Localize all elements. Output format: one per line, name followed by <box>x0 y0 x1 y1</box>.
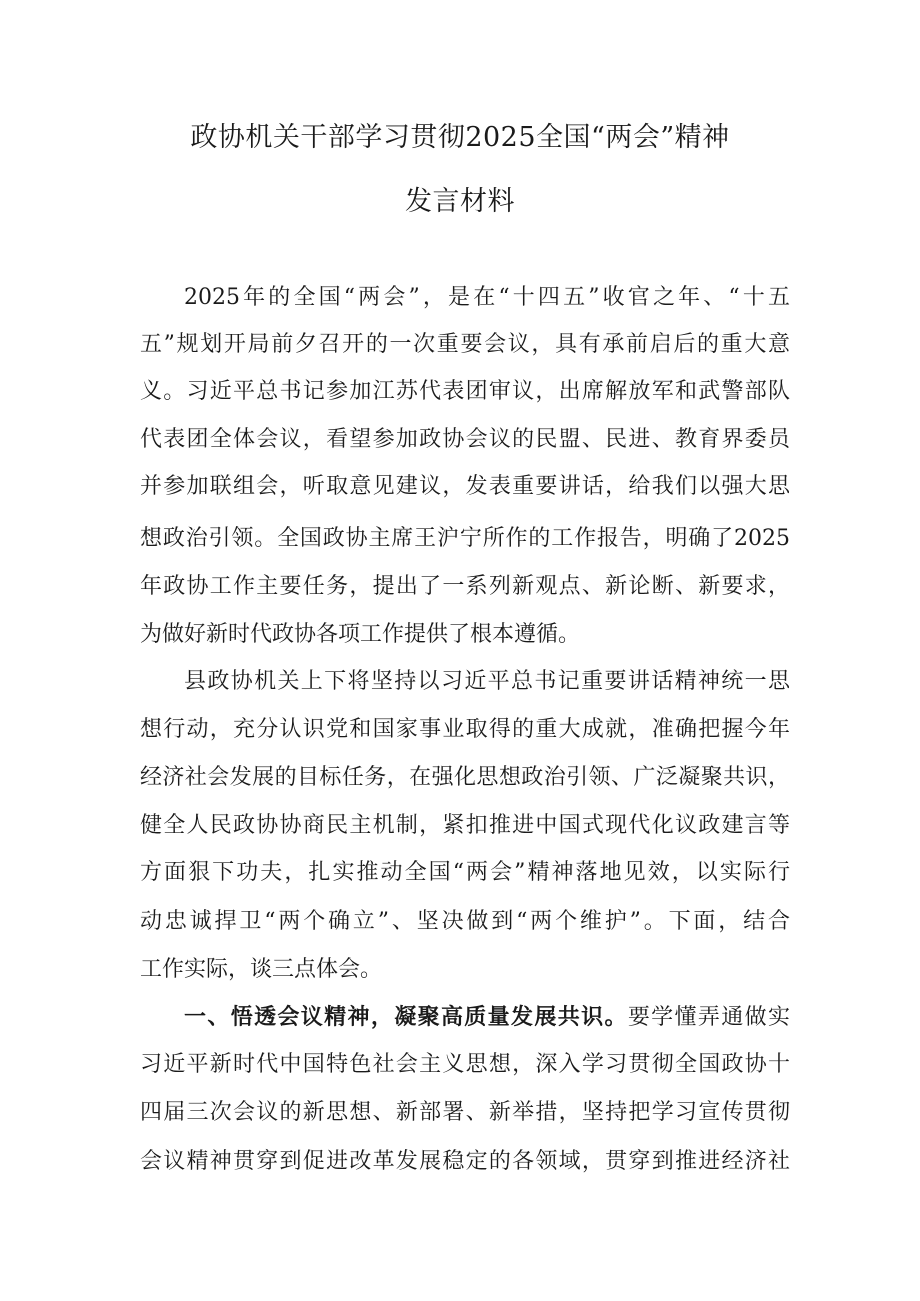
paragraph-line: 经济社会发展的目标任务，在强化思想政治引领、广泛凝聚共识， <box>140 765 790 790</box>
paragraph-line: 工作实际，谈三点体会。 <box>140 957 383 982</box>
paragraph-line: 年政协工作主要任务，提出了一系列新观点、新论断、新要求， <box>140 574 790 599</box>
paragraph-line: 县政协机关上下将坚持以习近平总书记重要讲话精神统一思 <box>184 669 790 694</box>
document-subtitle: 发言材料 <box>405 186 515 217</box>
section-heading-rest: 要学懂弄通做实 <box>627 1005 790 1030</box>
paragraph-line: 会议精神贯穿到促进改革发展稳定的各领域，贯穿到推进经济社 <box>140 1149 790 1174</box>
paragraph-line: 2025年的全国“两会”，是在“十四五”收官之年、“十五 <box>184 285 790 310</box>
paragraph-line: 四届三次会议的新思想、新部署、新举措，坚持把学习宣传贯彻 <box>140 1100 790 1125</box>
section-heading-line <box>184 1000 790 1031</box>
paragraph-line: 健全人民政协协商民主机制，紧扣推进中国式现代化议政建言等 <box>140 813 790 838</box>
document-title: 政协机关干部学习贯彻2025全国“两会”精神 <box>190 122 730 153</box>
paragraph-line: 习近平新时代中国特色社会主义思想，深入学习贯彻全国政协十 <box>140 1052 790 1077</box>
paragraph-line: 想政治引领。全国政协主席王沪宁所作的工作报告，明确了2025 <box>140 526 790 551</box>
paragraph-line: 动忠诚捍卫“两个确立”、坚决做到“两个维护”。下面，结合 <box>140 909 790 934</box>
paragraph-line: 并参加联组会，听取意见建议，发表重要讲话，给我们以强大思 <box>140 474 790 499</box>
paragraph-line: 方面狠下功夫，扎实推动全国“两会”精神落地见效，以实际行 <box>140 860 790 885</box>
paragraph-line: 代表团全体会议，看望参加政协会议的民盟、民进、教育界委员 <box>140 427 790 452</box>
paragraph-line: 五”规划开局前夕召开的一次重要会议，具有承前启后的重大意 <box>140 332 790 357</box>
section-heading: 一、悟透会议精神，凝聚高质量发展共识。 <box>184 1004 628 1030</box>
paragraph-line: 想行动，充分认识党和国家事业取得的重大成就，准确把握今年 <box>140 717 790 742</box>
paragraph-line: 义。习近平总书记参加江苏代表团审议，出席解放军和武警部队 <box>140 379 790 404</box>
paragraph-line: 为做好新时代政协各项工作提供了根本遵循。 <box>140 622 581 647</box>
